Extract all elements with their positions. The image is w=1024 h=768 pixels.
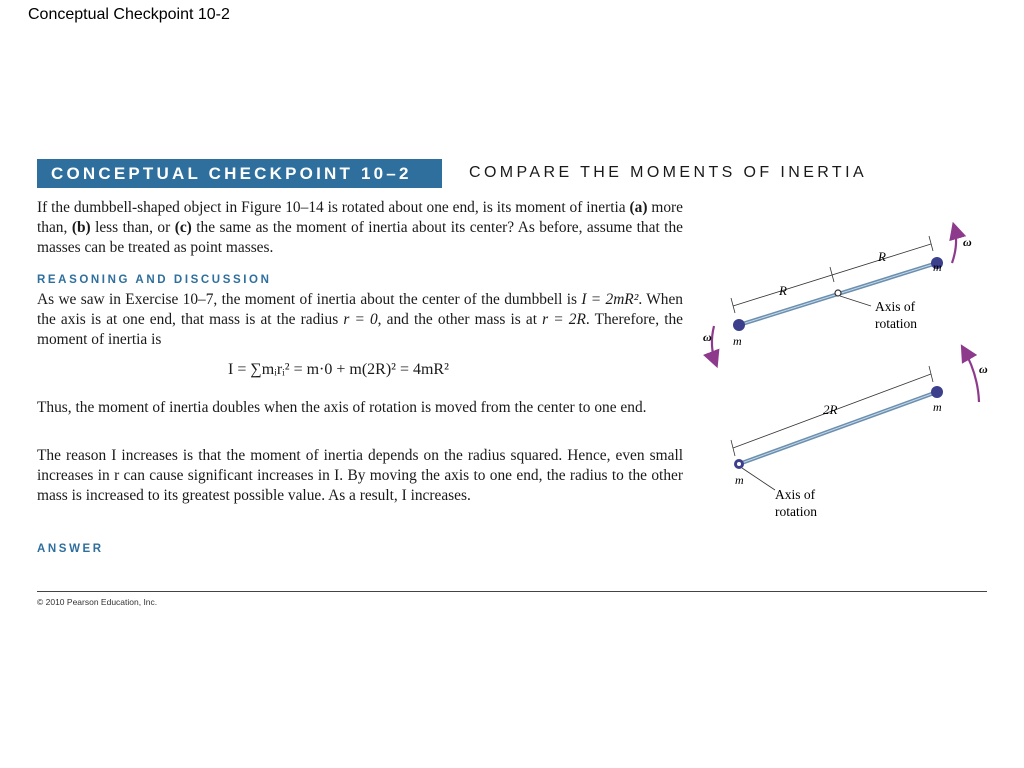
mass-bottom-right xyxy=(931,386,943,398)
label-mass-bottom-left: m xyxy=(735,473,744,487)
copyright: © 2010 Pearson Education, Inc. xyxy=(37,597,158,607)
omega-bottom: ω xyxy=(979,362,988,376)
checkpoint-subtitle: COMPARE THE MOMENTS OF INERTIA xyxy=(469,164,868,181)
axis-label-bottom-1: Axis of xyxy=(775,487,816,502)
reasoning-heading: REASONING AND DISCUSSION xyxy=(37,274,272,286)
rotation-arrow-top-left xyxy=(712,326,716,364)
answer-heading: ANSWER xyxy=(37,543,104,555)
rotation-arrow-top-right xyxy=(952,226,956,263)
label-mass-bottom-right: m xyxy=(933,400,942,414)
axis-leader-top xyxy=(840,296,871,306)
axis-label-top-1: Axis of xyxy=(875,299,916,314)
omega-top-left: ω xyxy=(703,330,712,344)
rotation-arrow-bottom xyxy=(963,348,979,402)
label-r-left: R xyxy=(779,283,787,298)
axis-label-bottom-2: rotation xyxy=(775,504,817,519)
axis-point-top xyxy=(835,290,841,296)
dumbbell-figure xyxy=(695,218,995,528)
checkpoint-banner: CONCEPTUAL CHECKPOINT 10–2 xyxy=(37,159,442,188)
footer-rule xyxy=(37,591,987,592)
question-text: If the dumbbell-shaped object in Figure 10–14 is rotated about one end, is its moment of inertia (a) more than, (b) less than, or (c) the same as the moment of inertia about its center? As before, assume that the masses can be treated as point masses. xyxy=(37,199,683,256)
axis-point-bottom xyxy=(737,462,741,466)
reasoning-paragraph: As we saw in Exercise 10–7, the moment of inertia about the center of the dumbbell is I = 2mR². When the axis is at one end, that mass is at the radius r = 0, and the other mass is at r = 2R. Therefore, the moment of inertia is xyxy=(37,291,683,348)
omega-top-right: ω xyxy=(963,235,972,249)
label-mass-top-right: m xyxy=(933,260,942,274)
rod-bottom-highlight xyxy=(739,392,937,464)
explanation-paragraph: The reason I increases is that the moment of inertia depends on the radius squared. Hence, even small increases in r can cause significant increases in I. By moving the axis to one end, the radius to the other mass is increased to its greatest possible value. As a result, I increases. xyxy=(37,447,683,504)
label-2r: 2R xyxy=(823,402,838,417)
doubling-paragraph: Thus, the moment of inertia doubles when the axis of rotation is moved from the center to one end. xyxy=(37,399,647,416)
label-mass-top-left: m xyxy=(733,334,742,348)
slide-title: Conceptual Checkpoint 10-2 xyxy=(28,6,230,23)
mass-top-left xyxy=(733,319,745,331)
label-r-right: R xyxy=(878,249,886,264)
axis-leader-bottom xyxy=(742,468,775,490)
axis-label-top-2: rotation xyxy=(875,316,917,331)
moment-equation: I = ∑mᵢrᵢ² = m·0 + m(2R)² = 4mR² xyxy=(228,361,449,378)
